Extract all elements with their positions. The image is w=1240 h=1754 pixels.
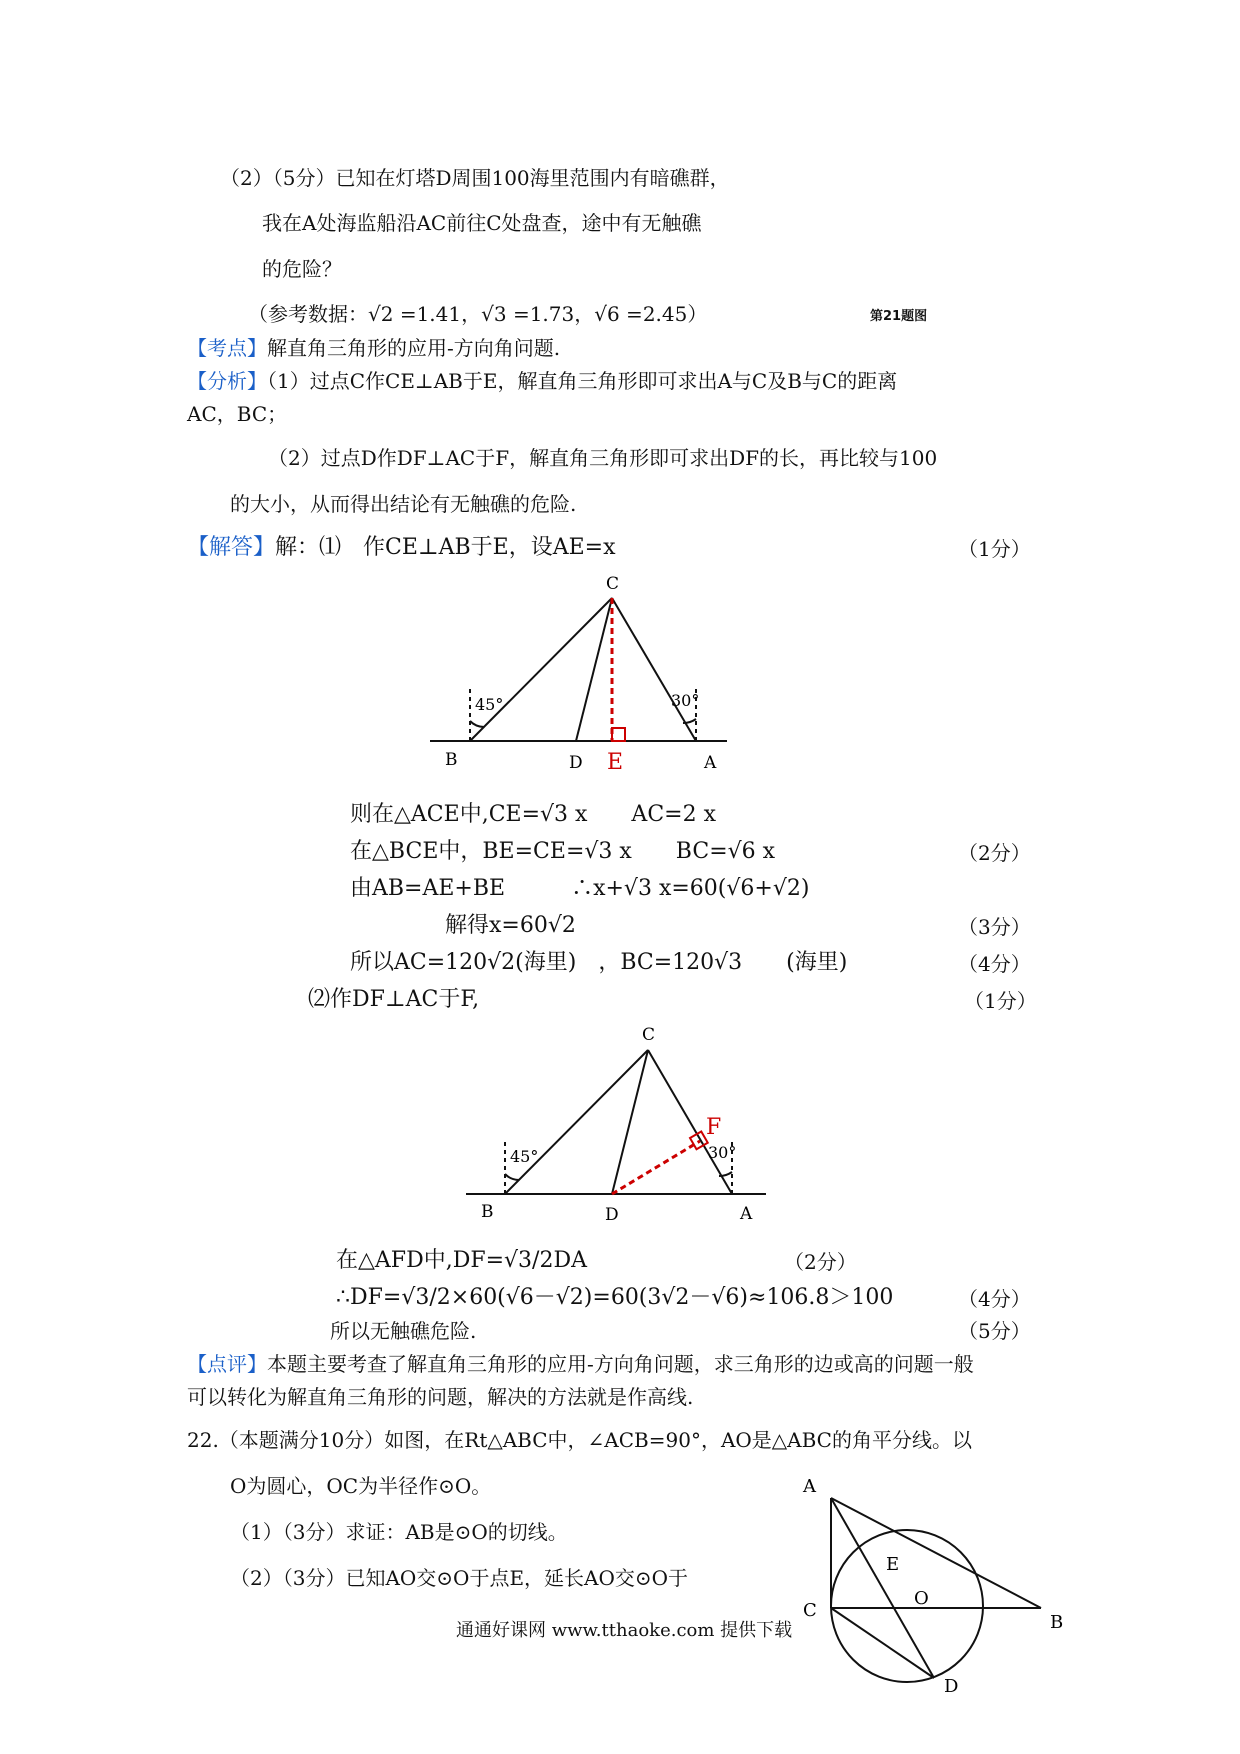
fenxi-text-2: AC，BC；	[187, 402, 288, 426]
q22-line-3: （1）（3分）求证：AB是⊙O的切线。	[230, 1520, 568, 1544]
solution-line-9: 所以无触礁危险.	[330, 1319, 477, 1343]
kaodian-text: 解直角三角形的应用-方向角问题.	[267, 336, 561, 360]
solution-line-1: 则在△ACE中,CE=√3 x AC=2 x	[350, 802, 716, 827]
solution-line-2: 在△BCE中，BE=CE=√3 x BC=√6 x	[350, 839, 776, 864]
dianping-text-2: 可以转化为解直角三角形的问题，解决的方法就是作高线.	[187, 1385, 694, 1409]
fig3-label-c: C	[803, 1600, 817, 1621]
fig3-line-cd	[831, 1608, 934, 1678]
jieda-score: （1分）	[958, 537, 1031, 561]
fig3-label-o: O	[914, 1588, 929, 1609]
solution-line-5-score: （4分）	[958, 952, 1031, 976]
fig3-label-a: A	[803, 1476, 816, 1497]
fenxi-text-3: （2）过点D作DF⊥AC于F，解直角三角形即可求出DF的长，再比较与100	[268, 446, 938, 470]
reference-data: （参考数据：√2 =1.41，√3 =1.73，√6 =2.45）	[248, 302, 708, 326]
solution-line-2-score: （2分）	[958, 841, 1031, 865]
q2-line-1: （2）（5分）已知在灯塔D周围100海里范围内有暗礁群，	[220, 166, 730, 190]
kaodian-tag: 【考点】	[187, 336, 267, 360]
solution-line-6-score: （1分）	[964, 989, 1037, 1013]
fig3-label-d: D	[944, 1676, 959, 1697]
dianping-tag: 【点评】	[187, 1352, 267, 1376]
fig2-label-a: A	[740, 1204, 753, 1224]
fig1-angle-30: 30°	[671, 691, 700, 710]
fig3-label-b: B	[1050, 1612, 1064, 1633]
q22-line-2: O为圆心，OC为半径作⊙O。	[230, 1474, 492, 1498]
fig2-label-d: D	[605, 1205, 619, 1225]
fenxi-text-4: 的大小，从而得出结论有无触礁的危险.	[230, 492, 577, 516]
footer-source: 通通好课网 www.tthaoke.com 提供下载	[456, 1620, 793, 1641]
solution-line-8: ∴DF=√3/2×60(√6－√2)=60(3√2－√6)≈106.8＞100	[336, 1285, 894, 1310]
solution-line-8-score: （4分）	[958, 1287, 1031, 1311]
fig2-angle-45: 45°	[510, 1147, 539, 1166]
fig2-label-b: B	[481, 1202, 494, 1222]
solution-line-3: 由AB=AE+BE ∴x+√3 x=60(√6+√2)	[350, 876, 810, 901]
fig1-label-c: C	[606, 574, 620, 594]
fenxi-tag: 【分析】	[187, 369, 267, 393]
fig2-angle-30: 30°	[708, 1143, 737, 1162]
solution-line-7: 在△AFD中,DF=√3/2DA	[336, 1248, 587, 1273]
solution-line-7-score: （2分）	[784, 1250, 857, 1274]
fenxi-text-1: （1）过点C作CE⊥AB于E，解直角三角形即可求出A与C及B与C的距离	[267, 369, 898, 393]
fig1-label-d: D	[569, 753, 583, 773]
jieda-tag: 【解答】	[187, 535, 276, 560]
solution-line-9-score: （5分）	[958, 1319, 1031, 1343]
solution-line-5: 所以AC=120√2(海里) ，BC=120√3 (海里)	[350, 950, 848, 975]
solution-line-4: 解得x=60√2	[445, 913, 576, 938]
fig1-label-e: E	[607, 750, 624, 775]
fig2-label-c: C	[642, 1025, 656, 1045]
solution-line-4-score: （3分）	[958, 915, 1031, 939]
jieda-text: 解：⑴ 作CE⊥AB于E，设AE=x	[275, 535, 616, 560]
fig3-label-e: E	[886, 1554, 900, 1575]
fig1-label-b: B	[445, 750, 458, 770]
q22-line-4: （2）（3分）已知AO交⊙O于点E，延长AO交⊙O于	[230, 1566, 689, 1590]
q2-line-3: 的危险？	[262, 257, 342, 281]
fig1-angle-45: 45°	[475, 695, 504, 714]
fig1-label-a: A	[704, 753, 717, 773]
fig2-label-f: F	[706, 1115, 722, 1140]
solution-line-6: ⑵作DF⊥AC于F,	[308, 987, 480, 1012]
q22-line-1: 22.（本题满分10分）如图，在Rt△ABC中，∠ACB=90°，AO是△ABC的角平分线。以	[187, 1428, 972, 1452]
q2-line-2: 我在A处海监船沿AC前往C处盘查，途中有无触礁	[262, 211, 702, 235]
figure-caption: 第21题图	[870, 309, 928, 324]
dianping-text-1: 本题主要考查了解直角三角形的应用-方向角问题，求三角形的边或高的问题一般	[267, 1352, 974, 1376]
